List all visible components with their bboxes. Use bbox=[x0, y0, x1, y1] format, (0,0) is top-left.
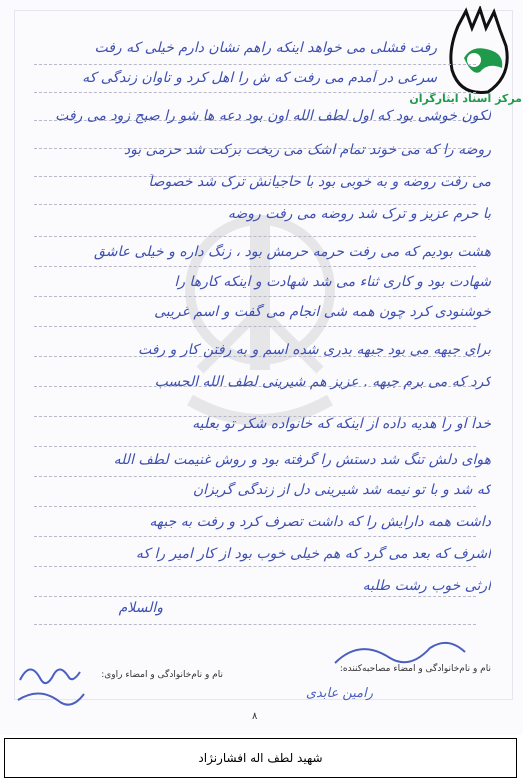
page-number: ۸ bbox=[252, 711, 258, 722]
ruled-line bbox=[34, 566, 476, 567]
handwritten-line: هوای دلش تنگ شد دستش را گرفته بود و روش غنیمت لطف الله bbox=[113, 452, 491, 468]
ruled-line bbox=[34, 624, 476, 625]
narrator-label: نام و نام‌خانوادگی و امضاء راوی: bbox=[101, 670, 223, 680]
narrator-signature-icon bbox=[10, 650, 90, 720]
handwritten-line: می رفت روضه و به خوبی بود با حاجیانش ترک شد خصوصاً bbox=[148, 174, 491, 190]
handwritten-line: برای جبهه می بود جبهه بدری شده اسم و به رفتن کار و رفت bbox=[138, 342, 491, 358]
interviewer-label: نام و نام‌خانوادگی و امضاء مصاحبه‌کننده: bbox=[339, 664, 491, 674]
ruled-line bbox=[34, 64, 476, 65]
handwritten-line: سرعی در آمدم می رفت که ش را اهل کرد و تاوان زندگی که bbox=[82, 70, 437, 86]
handwritten-line: داشت همه دارایش را که داشت تصرف کرد و رفت به جبهه bbox=[149, 514, 491, 530]
ruled-line bbox=[34, 506, 476, 507]
interviewer-signature: رامین عابدی bbox=[305, 686, 373, 701]
ruled-line bbox=[34, 204, 476, 205]
ruled-line bbox=[34, 536, 476, 537]
ruled-line bbox=[34, 326, 476, 327]
ruled-line bbox=[34, 596, 476, 597]
ruled-line bbox=[34, 92, 476, 93]
handwritten-line: خوشنودی کرد چون همه شی انجام می گفت و اسم غریبی bbox=[154, 304, 491, 320]
handwritten-line: لکون خوشی بود که اول لطف الله اون بود دعه ها شو را صبح زود می رفت bbox=[55, 108, 491, 124]
ruled-line bbox=[34, 476, 476, 477]
handwritten-line: با حرم عزیز و ترک شد روضه می رفت روضه bbox=[227, 206, 491, 222]
caption-text: شهید لطف اله افشارنژاد bbox=[198, 751, 323, 765]
interviewer-signature-scribble-icon bbox=[330, 628, 470, 678]
handwritten-line: ارثی خوب رشت طلبه bbox=[362, 578, 491, 594]
handwritten-line: که شد و با تو نیمه شد شیرینی دل از زندگی گریزان bbox=[192, 482, 491, 498]
logo-caption: مرکز اسناد ایثارگران bbox=[409, 92, 522, 105]
ruled-line bbox=[34, 266, 476, 267]
handwritten-line: خدا او را هدیه داده از اینکه که خانواده شکر تو بعلیه bbox=[192, 416, 491, 432]
handwritten-line: هشت بودیم که می رفت حرمه حرمش بود ، زنگ داره و خیلی عاشق bbox=[94, 244, 491, 260]
ruled-line bbox=[34, 296, 476, 297]
handwritten-line: کرد که می برم جبهه . عزیز هم شیرینی لطف الله الحسب bbox=[154, 374, 491, 390]
handwritten-line: اشرف که بعد می گرد که هم خیلی خوب بود از کار امیر را که bbox=[135, 546, 491, 562]
handwritten-line: شهادت بود و کاری ثناء می شد شهادت و اینکه کارها را bbox=[174, 274, 491, 290]
handwritten-line: رفت فشلی می خواهد اینکه راهم نشان دارم خیلی که رفت bbox=[94, 40, 437, 56]
caption-box bbox=[4, 738, 517, 778]
ruled-line bbox=[34, 236, 476, 237]
ruled-line bbox=[34, 446, 476, 447]
handwritten-line: روضه را که می خوند تمام اشک می ریخت برکت شد حرمی بود bbox=[123, 142, 491, 158]
closing-salutation: والسلام bbox=[118, 600, 163, 616]
